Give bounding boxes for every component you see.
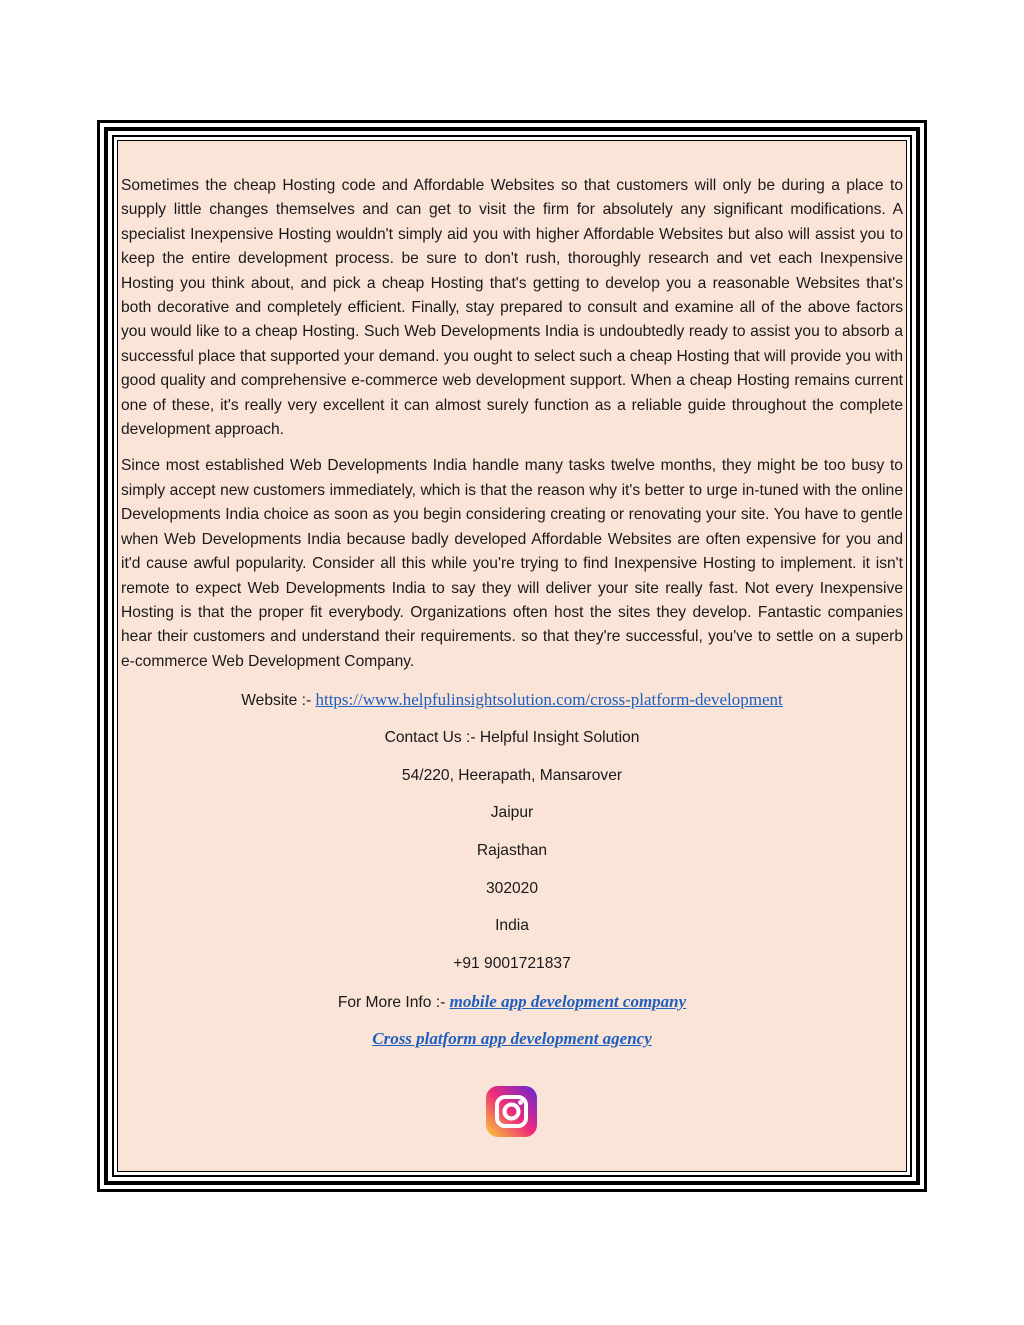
- website-link[interactable]: https://www.helpfulinsightsolution.com/cross-platform-development: [315, 690, 783, 710]
- body-paragraph-1: Sometimes the cheap Hosting code and Affordable Websites so that customers will only be during a place to supply little changes themselves and can get to visit the firm for absolutely any significant modifications. A specialist Inexpensive Hosting wouldn't simply aid you with higher Affordable Websites but also will assist you to keep the entire development process. be sure to don't rush, thoroughly research and vet each Inexpensive Hosting you think about, and pick a cheap Hosting that's getting to develop you a reasonable Websites that's both decorative and completely efficient. Finally, stay prepared to consult and examine all of the above factors you would like to a cheap Hosting. Such Web Developments India is undoubtedly ready to assist you to absorb a successful place that supported your demand. you ought to select such a cheap Hosting that will provide you with good quality and comprehensive e-commerce web development support. When a cheap Hosting remains current one of these, it's really very excellent it can almost surely function as a reliable guide throughout the complete development approach.: [121, 177, 903, 439]
- body-paragraph-2: Since most established Web Developments India handle many tasks twelve months, they might be too busy to simply accept new customers immediately, which is that the reason why it's better to urge in-tuned with the online Developments India choice as soon as you begin considering creating or renovating your site. You have to gentle when Web Developments India because badly developed Affordable Websites are often expensive for you and it'd cause awful popularity. Consider all this while you're trying to find Inexpensive Hosting to implement. it isn't remote to expect Web Developments India to say they will deliver your site really fast. Not every Inexpensive Hosting is that the proper fit everybody. Organizations often host the sites they develop. Fantastic companies hear their customers and understand their requirements. so that they're successful, you've to settle on a superb e-commerce Web Development Company.: [121, 457, 903, 670]
- contact-line: Contact Us :- Helpful Insight Solution: [384, 728, 640, 746]
- document-content: [121, 174, 903, 1065]
- website-line: [121, 688, 903, 726]
- more-info-line: [121, 990, 903, 1028]
- cross-platform-link[interactable]: Cross platform app development agency: [372, 1029, 652, 1049]
- cross-platform-line: [121, 1027, 903, 1065]
- pin-line: 302020: [485, 879, 539, 897]
- phone-line: +91 9001721837: [453, 954, 571, 972]
- mobile-app-link[interactable]: mobile app development company: [449, 991, 687, 1011]
- address-line: 54/220, Heerapath, Mansarover: [401, 766, 623, 784]
- country-line: India: [495, 917, 529, 935]
- more-info-label: For More Info :-: [337, 993, 450, 1011]
- city-line: Jaipur: [490, 804, 534, 822]
- instagram-icon[interactable]: [486, 1086, 537, 1137]
- state-line: Rajasthan: [476, 841, 548, 859]
- website-label: Website :-: [241, 692, 316, 710]
